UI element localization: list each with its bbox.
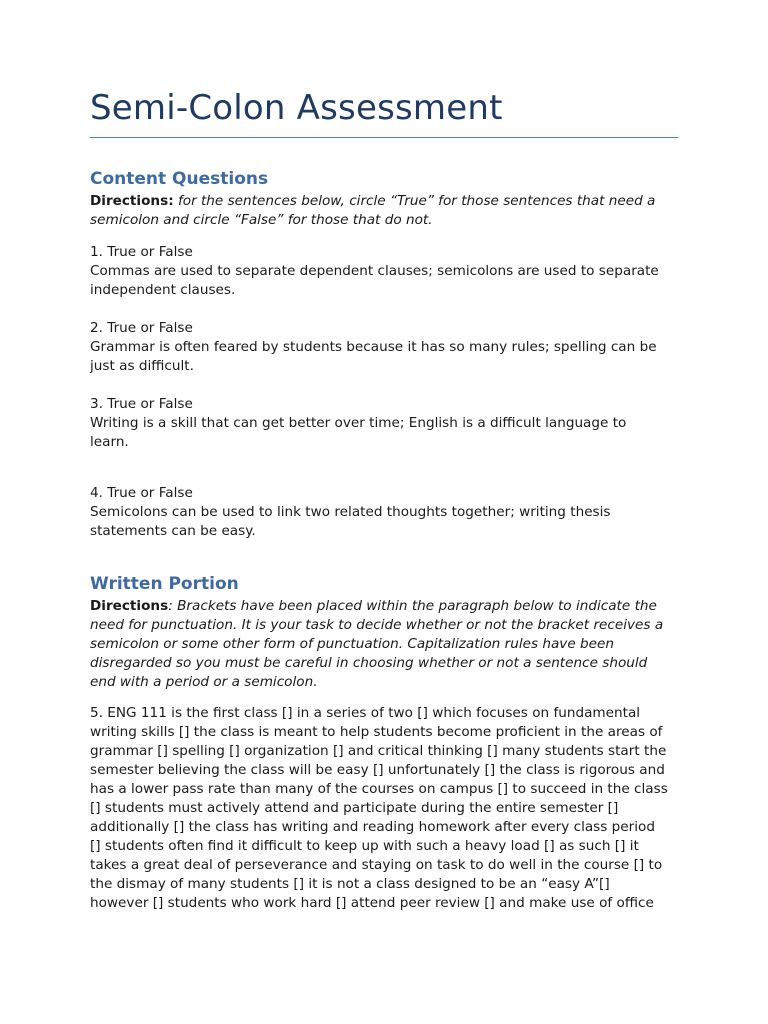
question-3 bbox=[90, 395, 690, 452]
question-4 bbox=[90, 484, 690, 541]
content-directions-line-2: semicolon and circle “False” for those that do not. bbox=[90, 212, 433, 228]
question-2 bbox=[90, 319, 690, 376]
written-directions-line-3: semicolon or some other form of punctuation. Capitalization rules have been bbox=[90, 636, 615, 652]
question-1-line-1: Commas are used to separate dependent clauses; semicolons are used to separate bbox=[90, 263, 659, 279]
question-3-line-1: Writing is a skill that can get better over time; English is a difficult language to bbox=[90, 415, 627, 431]
written-paragraph bbox=[90, 704, 690, 913]
title-underline bbox=[90, 137, 678, 138]
written-directions-text: : Brackets have been placed within the paragraph below to indicate the bbox=[168, 598, 657, 614]
content-directions bbox=[90, 192, 690, 230]
paragraph-line-2: writing skills [] the class is meant to help students become proficient in the areas of bbox=[90, 724, 663, 740]
written-portion-heading: Written Portion bbox=[90, 574, 239, 594]
question-4-line-1: Semicolons can be used to link two related thoughts together; writing thesis bbox=[90, 504, 611, 520]
content-questions-heading: Content Questions bbox=[90, 169, 269, 189]
question-1 bbox=[90, 243, 690, 300]
question-3-line-2: learn. bbox=[90, 434, 129, 450]
written-directions-line-5: end with a period or a semicolon. bbox=[90, 674, 318, 690]
paragraph-line-3: grammar [] spelling [] organization [] and critical thinking [] many students start the bbox=[90, 743, 667, 759]
paragraph-line-9: takes a great deal of perseverance and staying on task to do well in the course [] to bbox=[90, 857, 663, 873]
question-1-line-2: independent clauses. bbox=[90, 282, 236, 298]
written-directions-line-4: disregarded so you must be careful in choosing whether or not a sentence should bbox=[90, 655, 648, 671]
written-directions-line-2: need for punctuation. It is your task to decide whether or not the bracket receives a bbox=[90, 617, 664, 633]
paragraph-line-7: additionally [] the class has writing and reading homework after every class period bbox=[90, 819, 655, 835]
paragraph-line-10: the dismay of many students [] it is not a class designed to be an “easy A”[] bbox=[90, 876, 610, 892]
question-4-line-2: statements can be easy. bbox=[90, 523, 256, 539]
written-directions-label: Directions bbox=[90, 598, 169, 614]
page-title: Semi-Colon Assessment bbox=[90, 88, 503, 128]
content-directions-line-1 bbox=[90, 192, 690, 211]
question-4-prompt: 4. True or False bbox=[90, 485, 193, 501]
content-directions-text: for the sentences below, circle “True” for those sentences that need a bbox=[173, 193, 656, 209]
question-3-prompt: 3. True or False bbox=[90, 396, 193, 412]
paragraph-line-4: semester believing the class will be easy [] unfortunately [] the class is rigorous and bbox=[90, 762, 665, 778]
question-2-line-1: Grammar is often feared by students because it has so many rules; spelling can be bbox=[90, 339, 657, 355]
question-2-prompt: 2. True or False bbox=[90, 320, 193, 336]
question-2-line-2: just as difficult. bbox=[90, 358, 194, 374]
paragraph-line-11: however [] students who work hard [] attend peer review [] and make use of office bbox=[90, 895, 654, 911]
paragraph-line-8: [] students often find it difficult to keep up with such a heavy load [] as such [] it bbox=[90, 838, 639, 854]
question-1-prompt: 1. True or False bbox=[90, 244, 193, 260]
paragraph-line-5: has a lower pass rate than many of the courses on campus [] to succeed in the class bbox=[90, 781, 668, 797]
written-directions-line-1 bbox=[90, 597, 690, 616]
content-directions-label: Directions: bbox=[90, 193, 174, 209]
written-directions bbox=[90, 597, 690, 692]
paragraph-line-1: 5. ENG 111 is the first class [] in a series of two [] which focuses on fundamental bbox=[90, 705, 641, 721]
paragraph-line-6: [] students must actively attend and participate during the entire semester [] bbox=[90, 800, 619, 816]
